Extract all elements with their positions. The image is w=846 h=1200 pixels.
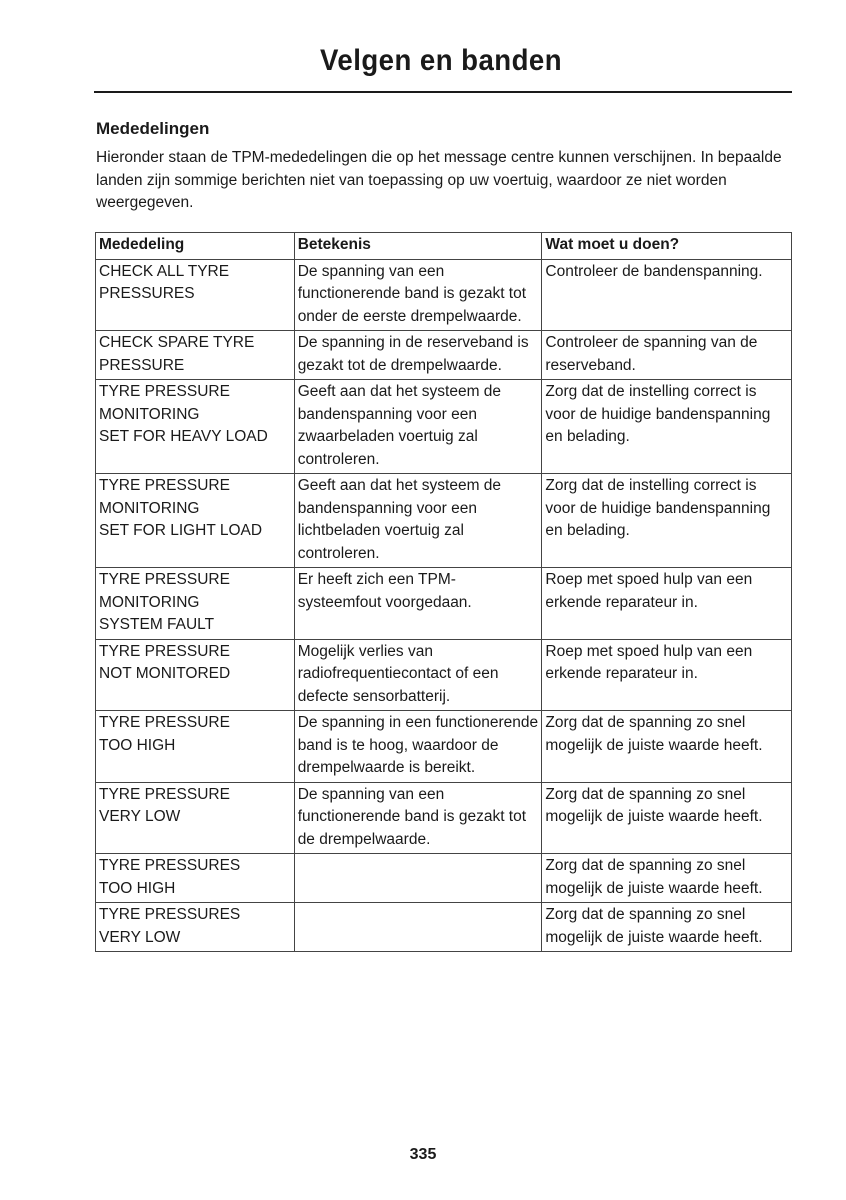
table-header-row [96,233,792,260]
tpm-messages-table [95,232,792,952]
cell-meaning: Geeft aan dat het systeem de bandenspanning voor een lichtbeladen voertuig zal controleren. [294,474,542,568]
cell-message: CHECK SPARE TYRE PRESSURE [96,331,295,380]
cell-action: Zorg dat de spanning zo snel mogelijk de juiste waarde heeft. [542,782,792,854]
header-mededeling: Mededeling [96,233,295,260]
cell-meaning: De spanning van een functionerende band is gezakt tot de drempelwaarde. [294,782,542,854]
table-row [96,474,792,568]
cell-meaning: Mogelijk verlies van radiofrequentiecontact of een defecte sensorbatterij. [294,639,542,711]
cell-meaning: De spanning in een functionerende band is te hoog, waardoor de drempelwaarde is bereikt. [294,711,542,783]
cell-message: TYRE PRESSURE VERY LOW [96,782,295,854]
cell-action: Controleer de spanning van de reserveband. [542,331,792,380]
cell-action: Controleer de bandenspanning. [542,259,792,331]
cell-meaning: Geeft aan dat het systeem de bandenspanning voor een zwaarbeladen voertuig zal controleren. [294,380,542,474]
cell-action: Zorg dat de spanning zo snel mogelijk de juiste waarde heeft. [542,711,792,783]
table-row [96,639,792,711]
section-heading: Mededelingen [96,119,210,138]
cell-message: TYRE PRESSURE TOO HIGH [96,711,295,783]
cell-message: CHECK ALL TYRE PRESSURES [96,259,295,331]
header-actie: Wat moet u doen? [542,233,792,260]
table-row [96,711,792,783]
header-betekenis: Betekenis [294,233,542,260]
cell-meaning: Er heeft zich een TPM-systeemfout voorgedaan. [294,568,542,640]
cell-action: Zorg dat de spanning zo snel mogelijk de juiste waarde heeft. [542,854,792,903]
cell-action: Roep met spoed hulp van een erkende reparateur in. [542,568,792,640]
cell-meaning [294,903,542,952]
cell-message: TYRE PRESSURE MONITORING SYSTEM FAULT [96,568,295,640]
table-row [96,854,792,903]
table-row [96,903,792,952]
cell-message: TYRE PRESSURE MONITORING SET FOR HEAVY LOAD [96,380,295,474]
title-divider [94,91,792,93]
table-row [96,259,792,331]
table-row [96,331,792,380]
page-title: Velgen en banden [319,44,562,77]
cell-action: Zorg dat de spanning zo snel mogelijk de juiste waarde heeft. [542,903,792,952]
cell-meaning [294,854,542,903]
table-row [96,380,792,474]
cell-meaning: De spanning van een functionerende band is gezakt tot onder de eerste drempelwaarde. [294,259,542,331]
cell-message: TYRE PRESSURE MONITORING SET FOR LIGHT LOAD [96,474,295,568]
page-number: 335 [409,1146,437,1163]
cell-message: TYRE PRESSURES VERY LOW [96,903,295,952]
cell-action: Zorg dat de instelling correct is voor de huidige bandenspanning en belading. [542,380,792,474]
cell-action: Zorg dat de instelling correct is voor de huidige bandenspanning en belading. [542,474,792,568]
table-row [96,568,792,640]
cell-action: Roep met spoed hulp van een erkende reparateur in. [542,639,792,711]
cell-meaning: De spanning in de reserveband is gezakt tot de drempelwaarde. [294,331,542,380]
intro-paragraph: Hieronder staan de TPM-mededelingen die op het message centre kunnen verschijnen. In bepaalde landen zijn sommige berichten niet van toepassing op uw voertuig, waardoor ze niet worden weergegeven. [96,149,782,211]
cell-message: TYRE PRESSURE NOT MONITORED [96,639,295,711]
cell-message: TYRE PRESSURES TOO HIGH [96,854,295,903]
table-row [96,782,792,854]
